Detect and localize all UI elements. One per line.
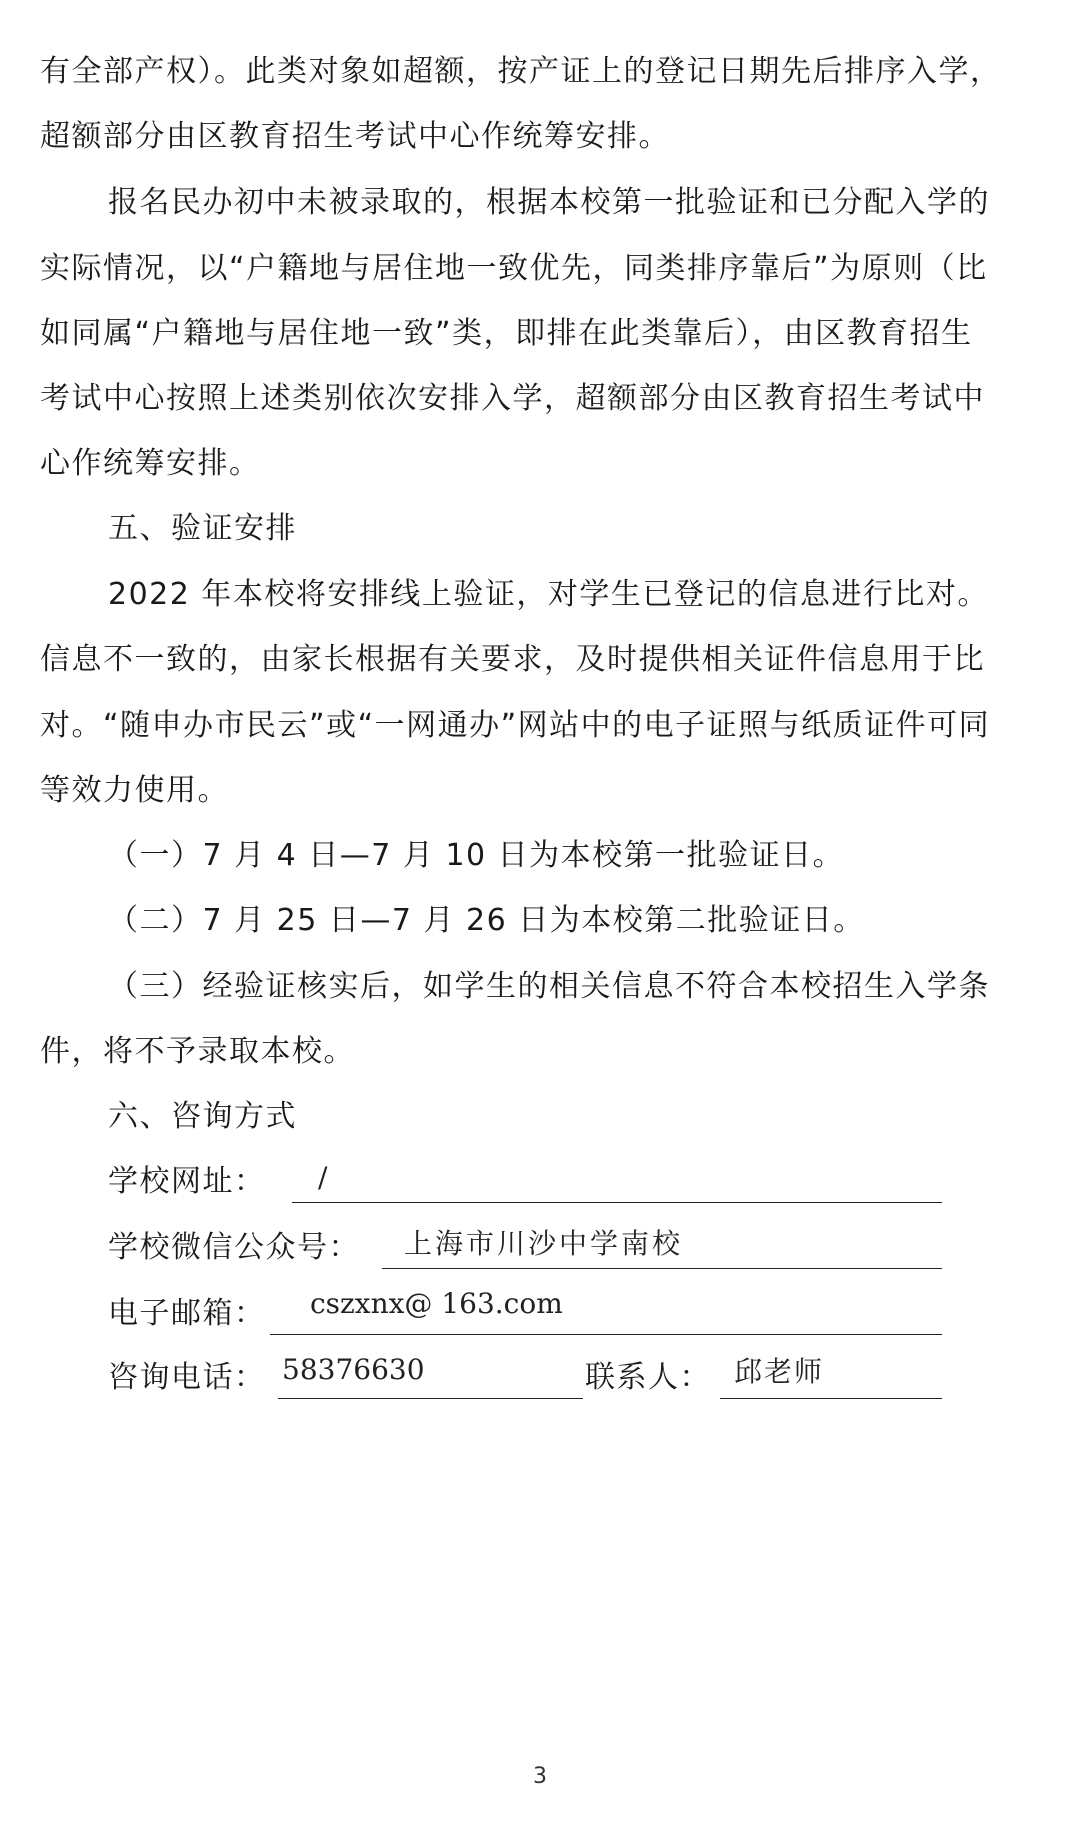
contact-person-value: 邱老师 [734, 1355, 825, 1388]
list-item: （二）7 月 25 日—7 月 26 日为本校第二批验证日。 [108, 903, 865, 938]
list-item: 件，将不予录取本校。 [40, 1034, 355, 1069]
email-label: 电子邮箱： [108, 1296, 266, 1331]
paragraph-line: 实际情况，以“户籍地与居住地一致优先，同类排序靠后”为原则（比 [40, 251, 988, 286]
paragraph-line: 超额部分由区教育招生考试中心作统筹安排。 [40, 119, 670, 154]
section-heading: 五、验证安排 [108, 511, 297, 546]
list-item: （三）经验证核实后，如学生的相关信息不符合本校招生入学条 [108, 969, 990, 1004]
section-heading: 六、咨询方式 [108, 1099, 297, 1134]
list-item: （一）7 月 4 日—7 月 10 日为本校第一批验证日。 [108, 838, 845, 873]
paragraph-line: 心作统筹安排。 [40, 446, 261, 481]
email-value: cszxnx@ 163.com [310, 1287, 563, 1320]
paragraph-line: 有全部产权）。此类对象如超额，按产证上的登记日期先后排序入学， [40, 54, 1002, 89]
paragraph-line: 对。“随申办市民云”或“一网通办”网站中的电子证照与纸质证件可同 [40, 708, 991, 743]
paragraph-line: 考试中心按照上述类别依次安排入学，超额部分由区教育招生考试中 [40, 381, 985, 416]
phone-value: 58376630 [282, 1353, 425, 1386]
paragraph-line: 2022 年本校将安排线上验证，对学生已登记的信息进行比对。 [108, 577, 989, 612]
wechat-label: 学校微信公众号： [108, 1230, 360, 1265]
page-number: 3 [533, 1764, 547, 1789]
phone-label: 咨询电话： [108, 1360, 266, 1395]
website-value: / [318, 1161, 328, 1194]
website-blank-line [292, 1162, 942, 1203]
paragraph-line: 信息不一致的，由家长根据有关要求，及时提供相关证件信息用于比 [40, 642, 985, 677]
paragraph-line: 如同属“户籍地与居住地一致”类，即排在此类靠后），由区教育招生 [40, 316, 973, 351]
website-label: 学校网址： [108, 1164, 266, 1199]
paragraph-line: 等效力使用。 [40, 773, 229, 808]
wechat-value: 上海市川沙中学南校 [404, 1227, 684, 1260]
paragraph-line: 报名民办初中未被录取的，根据本校第一批验证和已分配入学的 [108, 185, 990, 220]
contact-person-label: 联系人： [585, 1360, 711, 1395]
